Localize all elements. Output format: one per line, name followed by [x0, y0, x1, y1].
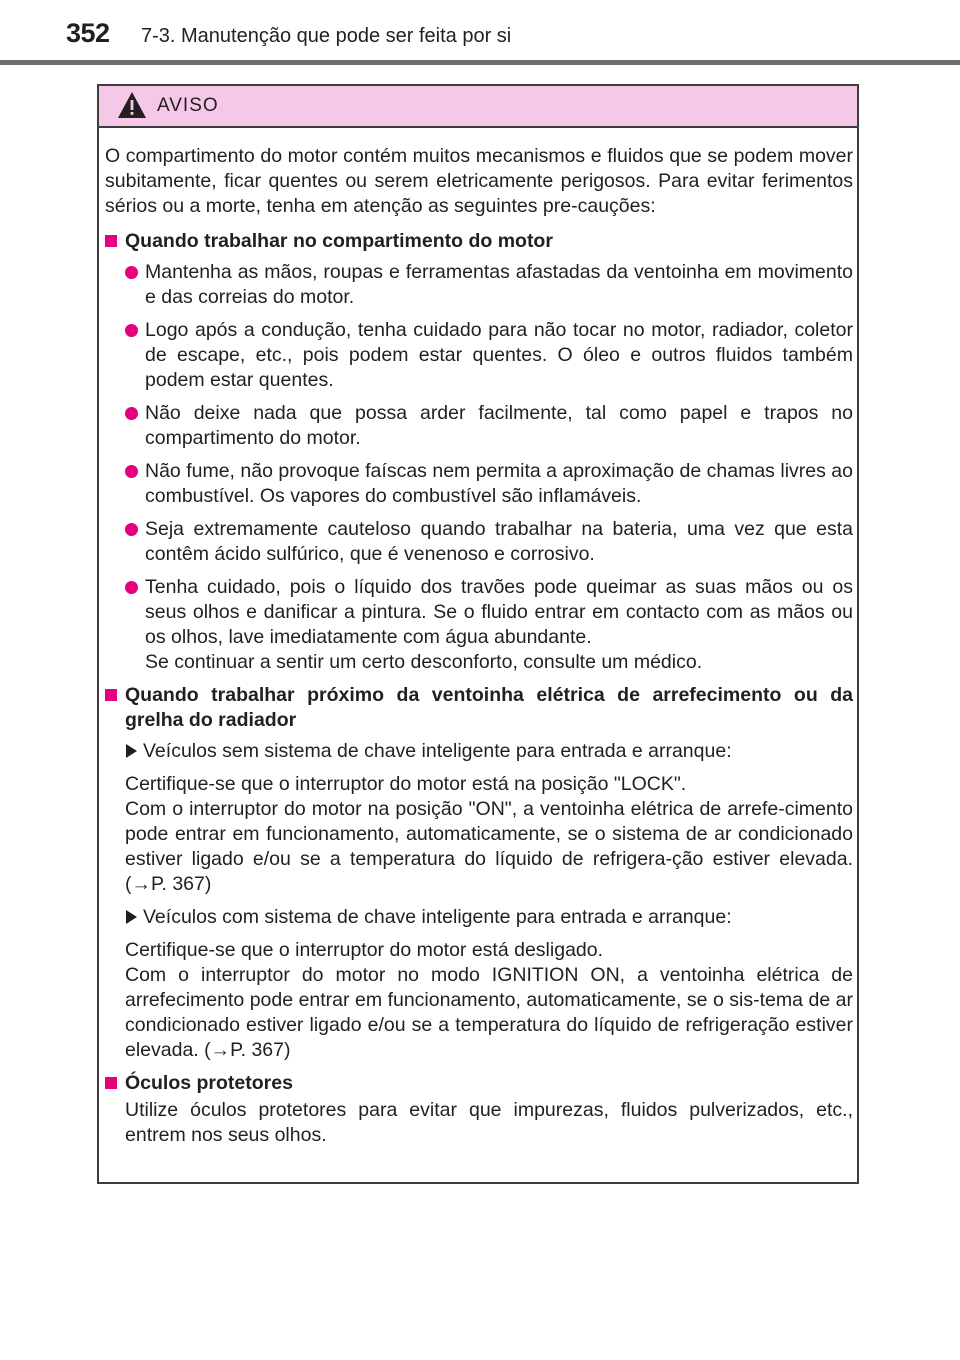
section-title: 7-3. Manutenção que pode ser feita por si: [141, 25, 512, 47]
warning-intro: O compartimento do motor contém muitos mecanismos e fluidos que se podem mover subitamente, ficar quentes ou serem eletricamente perigosos. Para evitar ferimentos sérios ou a morte, tenha em atenção as seguintes pre-cauções:: [105, 145, 853, 217]
warning-header: [99, 86, 857, 128]
list-item: Não fume, não provoque faíscas nem permita a aproximação de chamas livres ao combustível. Os vapores do combustível são inflamáveis.: [105, 459, 853, 509]
arrow-right-icon: [126, 910, 137, 924]
page-number: 352: [66, 18, 110, 48]
warning-box: [97, 84, 859, 1184]
circle-bullet-icon: [125, 266, 138, 279]
section-heading-goggles: Óculos protetores: [105, 1071, 853, 1096]
sub-heading-with-smart-key: Veículos com sistema de chave inteligente para entrada e arranque:: [105, 905, 853, 930]
square-bullet-icon: [105, 1077, 117, 1089]
body-text-with-smart-key: Certifique-se que o interruptor do motor está desligado. Com o interruptor do motor no modo IGNITION ON, a ventoinha elétrica de arrefecimento pode entrar em funcionamento, automaticamente, se o sis-tema de ar condicionado estiver ligado e/ou se a temperatura do líquido de refrigeração estiver elevada. (→P. 367): [125, 939, 853, 1061]
section-heading-cooling-fan: Quando trabalhar próximo da ventoinha elétrica de arrefecimento ou da grelha do radiador: [105, 683, 853, 733]
square-bullet-icon: [105, 689, 117, 701]
warning-title: AVISO: [157, 95, 219, 116]
warning-content: [105, 144, 853, 1156]
list-item: Não deixe nada que possa arder facilmente, tal como papel e trapos no compartimento do motor.: [105, 401, 853, 451]
header-divider: [0, 60, 960, 65]
body-text-goggles: Utilize óculos protetores para evitar que impurezas, fluidos pulverizados, etc., entrem nos seus olhos.: [125, 1099, 853, 1146]
warning-triangle-icon: [117, 91, 147, 119]
page-header: [0, 0, 960, 60]
circle-bullet-icon: [125, 581, 138, 594]
square-bullet-icon: [105, 235, 117, 247]
list-item: Mantenha as mãos, roupas e ferramentas afastadas da ventoinha em movimento e das correias do motor.: [105, 260, 853, 310]
circle-bullet-icon: [125, 465, 138, 478]
section-heading-engine-compartment: Quando trabalhar no compartimento do motor: [105, 229, 853, 254]
sub-heading-without-smart-key: Veículos sem sistema de chave inteligente para entrada e arranque:: [105, 739, 853, 764]
list-item: Tenha cuidado, pois o líquido dos travões pode queimar as suas mãos ou os seus olhos e danificar a pintura. Se o fluido entrar em contacto com as mãos ou os olhos, lave imediatamente com água abundante. Se continuar a sentir um certo desconforto, consulte um médico.: [105, 575, 853, 675]
list-item: Logo após a condução, tenha cuidado para não tocar no motor, radiador, coletor de escape, etc., pois podem estar quentes. O óleo e outros fluidos também podem estar quentes.: [105, 318, 853, 393]
circle-bullet-icon: [125, 324, 138, 337]
circle-bullet-icon: [125, 523, 138, 536]
list-item: Seja extremamente cauteloso quando trabalhar na bateria, uma vez que esta contêm ácido sulfúrico, que é venenoso e corrosivo.: [105, 517, 853, 567]
body-text-without-smart-key: Certifique-se que o interruptor do motor está na posição "LOCK". Com o interruptor do motor na posição "ON", a ventoinha elétrica de arrefe-cimento pode entrar em funcionamento, automaticamente, se o sistema de ar condicionado estiver ligado e/ou se a temperatura do líquido de refrigera-ção estiver elevada. (→P. 367): [125, 773, 853, 895]
arrow-right-icon: [126, 744, 137, 758]
circle-bullet-icon: [125, 407, 138, 420]
